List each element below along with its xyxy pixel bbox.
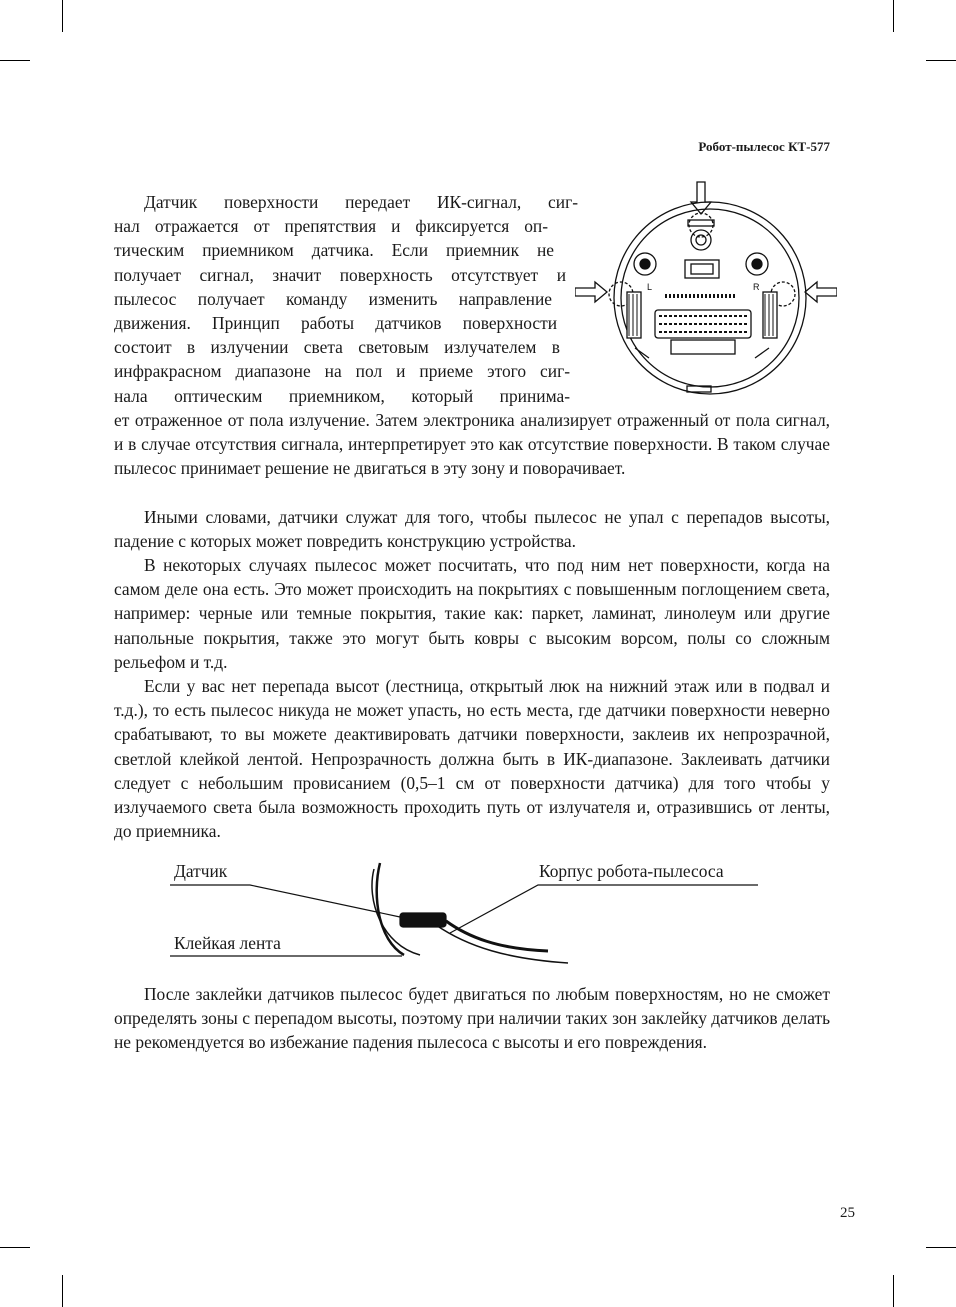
intro-tail: ет отраженное от пола излучение. Затем электроника анализирует отраженный от пола сигнал, и в случае отсутствия сигнала, интерпретирует это как отсутствие поверхности. В таком случае пылесос принимает решение не двигаться в эту зону и поворачивает. (114, 410, 830, 479)
crop-mark (0, 1247, 30, 1248)
label-robot-body: Корпус робота-пылесоса (539, 861, 724, 881)
paragraph-3: В некоторых случаях пылесос может посчитать, что под ним нет поверхности, когда на самом деле она есть. Это может происходить на покрытиях с повышенным поглощением света, например: черные или темные покрытия, такие как: паркет, ламинат, линолеум или другие напольные покрытия, также это могут быть ковры с высоким ворсом, полы со сложным рельефом и т.д. (114, 555, 830, 672)
crop-mark (0, 60, 30, 61)
crop-mark (926, 1247, 956, 1248)
wheel-left-label: L (647, 282, 653, 292)
crop-mark (893, 1275, 894, 1307)
arrow-left-icon (805, 282, 837, 302)
intro-line: Датчик поверхности передает ИК-сигнал, сиг- (144, 192, 578, 212)
crop-mark (62, 0, 63, 32)
paragraph-4: Если у вас нет перепада высот (лестница, открытый люк на нижний этаж или в подвал и т.д.), то есть пылесос никуда не может упасть, но есть места, где датчики поверхности неверно срабатывают, то вы можете деактивировать датчики поверхности, заклеив их непрозрачной, светлой клейкой лентой. Непрозрачность должна быть в ИК-диапазоне. Заклеивать датчики следует с небольшим провисанием (0,5–1 см от поверхности датчика) для того чтобы у излучаемого света была возможность проходить путь от излучателя и, отразившись от ленты, до приемника. (114, 676, 830, 842)
intro-line: инфракрасном диапазоне на пол и приеме этого сиг- (114, 361, 570, 382)
intro-line: получает сигнал, значит поверхность отсутствует и (114, 264, 566, 285)
label-adhesive-tape: Клейкая лента (174, 933, 281, 953)
intro-line: тическим приемником датчика. Если приемник не (114, 240, 554, 261)
page-number: 25 (840, 1205, 855, 1221)
crop-mark (62, 1275, 63, 1307)
intro-line: нал отражается от препятствия и фиксируется оп- (114, 216, 548, 237)
robot-underside-figure (575, 180, 837, 402)
intro-line: пылесос получает команду изменить направление (114, 288, 552, 309)
intro-line: состоит в излучении света световым излучателем в (114, 337, 560, 358)
intro-line: движения. Принцип работы датчиков поверхности (114, 313, 557, 334)
paragraph-2: Иными словами, датчики служат для того, чтобы пылесос не упал с перепадов высоты, падение с которых может повредить конструкцию устройства. (114, 507, 830, 552)
wheel-right-label: R (753, 282, 760, 292)
crop-mark (926, 60, 956, 61)
label-sensor: Датчик (174, 861, 228, 881)
paragraph-5: После заклейки датчиков пылесос будет двигаться по любым поверхностям, но не сможет определять зоны с перепадом высоты, поэтому при наличии таких зон заклейку датчиков делать не рекомендуется во избежание падения пылесоса с высоты и его повреждения. (114, 984, 830, 1053)
page-header: Робот-пылесос КТ-577 (698, 139, 830, 154)
intro-line: нала оптическим приемником, который принима- (114, 385, 570, 406)
arrow-right-icon (575, 282, 607, 302)
crop-mark (893, 0, 894, 32)
